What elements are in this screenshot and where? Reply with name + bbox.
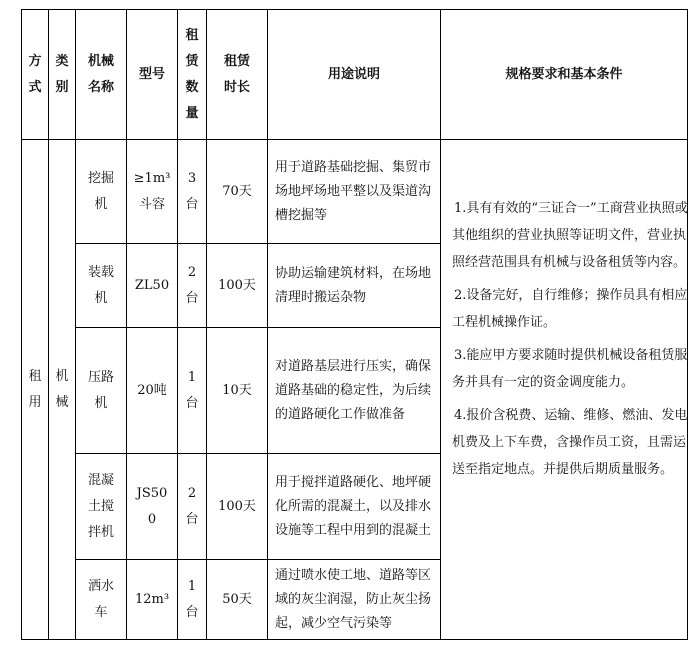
- usage-cell: 用于搅拌道路硬化、地坪硬化所需的混凝土，以及排水设施等工程中用到的混凝土: [275, 474, 432, 538]
- header-usage: 用途说明: [327, 66, 380, 82]
- usage-cell: 通过喷水使工地、道路等区域的灰尘润湿，防止灰尘扬起，减少空气污染等: [275, 567, 432, 631]
- rent-duration-cell: 50天: [222, 591, 252, 607]
- model-cell: ≥1m³斗容: [133, 170, 171, 212]
- category-cell: 机械: [55, 368, 69, 410]
- header-category: 类别: [55, 53, 69, 95]
- machine-name-cell: 混凝土搅拌机: [87, 472, 114, 540]
- rent-duration-cell: 10天: [222, 382, 252, 398]
- header-requirements: 规格要求和基本条件: [505, 66, 623, 82]
- machine-name-cell: 装载机: [87, 264, 114, 306]
- machine-name-cell: 挖掘机: [87, 170, 114, 212]
- rent-qty-cell: 2台: [185, 264, 199, 306]
- model-cell: JS500: [136, 485, 168, 527]
- model-cell: 12m³: [134, 591, 170, 607]
- rent-duration-cell: 100天: [218, 498, 256, 514]
- usage-cell: 协助运输建筑材料，在场地清理时搬运杂物: [275, 265, 432, 305]
- rent-duration-cell: 100天: [218, 277, 256, 293]
- usage-cell: 对道路基层进行压实，确保道路基础的稳定性，为后续的道路硬化工作做准备: [275, 358, 432, 422]
- requirements-cell: [452, 195, 688, 489]
- rent-qty-cell: 1台: [185, 369, 199, 411]
- rent-qty-cell: 2台: [185, 485, 199, 527]
- header-rent-duration: 租赁时长: [223, 53, 250, 95]
- header-model: 型号: [138, 66, 165, 82]
- model-cell: 20吨: [137, 382, 167, 398]
- requirement-item: 1.具有有效的“三证合一”工商营业执照或其他组织的营业执照等证明文件，营业执照经营范围具有机械与设备租赁等内容。: [452, 201, 688, 270]
- machine-name-cell: 洒水车: [87, 578, 114, 620]
- table-border-bottom: [21, 639, 688, 640]
- header-rent-qty: 租赁数量: [185, 27, 199, 121]
- rent-qty-cell: 3台: [185, 170, 199, 212]
- usage-cell: 用于道路基础挖掘、集贸市场地坪场地平整以及渠道沟槽挖掘等: [275, 159, 432, 223]
- header-method: 方式: [28, 53, 42, 95]
- machine-name-cell: 压路机: [87, 369, 114, 411]
- rent-duration-cell: 70天: [222, 183, 252, 199]
- requirement-item: 2.设备完好，自行维修；操作员具有相应工程机械操作证。: [452, 288, 688, 330]
- model-cell: ZL50: [134, 277, 170, 293]
- header-machine-name: 机械名称: [88, 53, 115, 95]
- requirement-item: 4.报价含税费、运输、维修、燃油、发电机费及上下车费，含操作员工资，且需运送至指定地点。并提供后期质量服务。: [452, 408, 688, 477]
- rent-qty-cell: 1台: [185, 578, 199, 620]
- method-cell: 租用: [28, 368, 42, 410]
- requirement-item: 3.能应甲方要求随时提供机械设备租赁服务并具有一定的资金调度能力。: [452, 348, 688, 390]
